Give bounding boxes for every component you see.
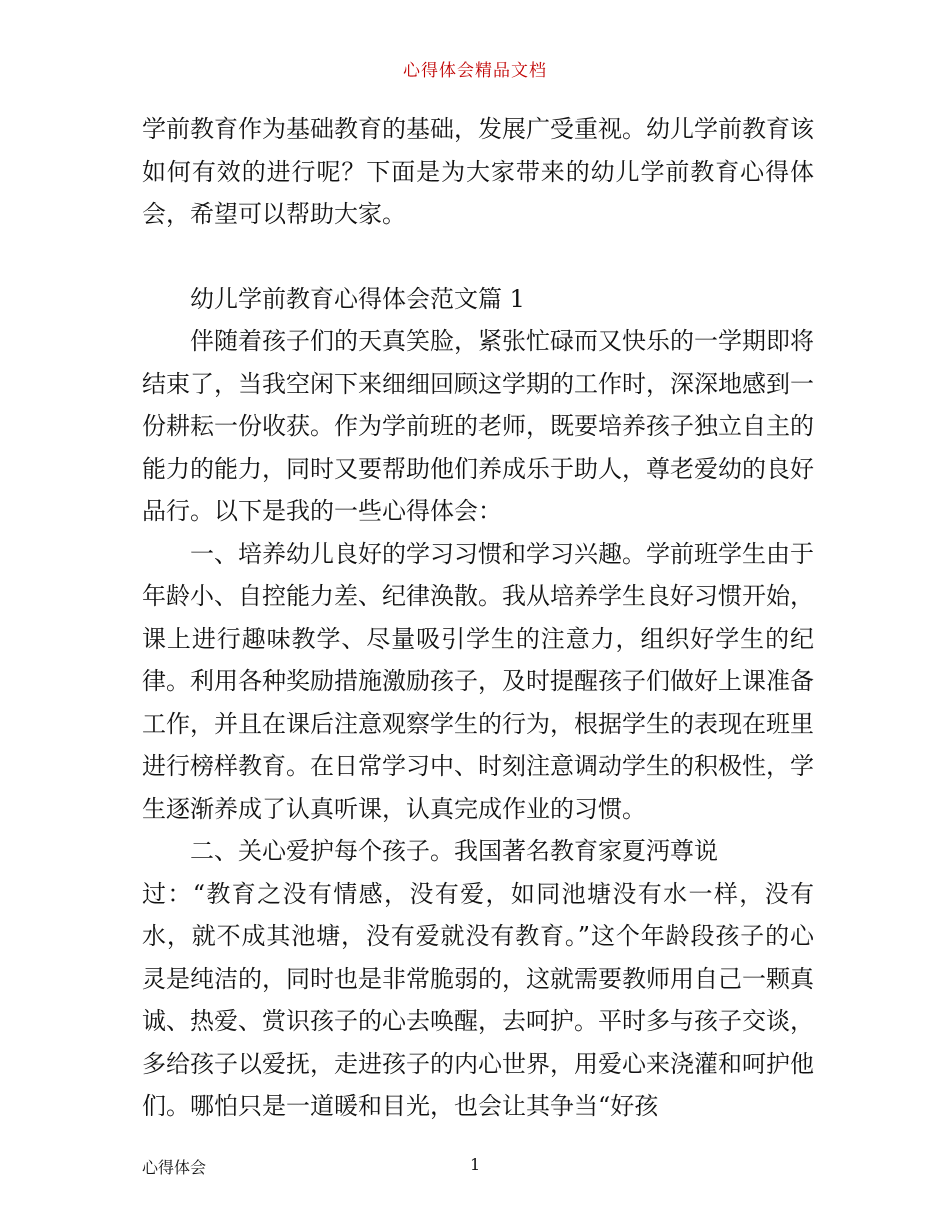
paragraph-gap <box>142 236 814 278</box>
paragraph-3-first-line: 二、关心爱护每个孩子。我国著名教育家夏沔尊说 <box>190 837 718 865</box>
page-number: 1 <box>470 1155 481 1174</box>
footer-label: 心得体会 <box>142 1158 207 1177</box>
section-title: 幼儿学前教育心得体会范文篇 1 <box>190 284 525 313</box>
document-body <box>142 108 814 1128</box>
document-header: 心得体会精品文档 <box>403 61 547 81</box>
paragraph-2: 一、培养幼儿良好的学习习惯和学习兴趣。学前班学生由于年龄小、自控能力差、纪律涣散。我从培养学生良好习惯开始，课上进行趣味教学、尽量吸引学生的注意力，组织好学生的纪律。利用各种奖励措施激励孩子，及时提醒孩子们做好上课准备工作，并且在课后注意观察学生的行为，根据学生的表现在班里进行榜样教育。在日常学习中、时刻注意调动学生的积极性，学生逐渐养成了认真听课，认真完成作业的习惯。 <box>142 539 814 823</box>
intro-paragraph: 学前教育作为基础教育的基础，发展广受重视。幼儿学前教育该如何有效的进行呢？下面是为大家带来的幼儿学前教育心得体会，希望可以帮助大家。 <box>142 115 814 228</box>
paragraph-1: 伴随着孩子们的天真笑脸，紧张忙碌而又快乐的一学期即将结束了，当我空闲下来细细回顾这学期的工作时，深深地感到一份耕耘一份收获。作为学前班的老师，既要培养孩子独立自主的能力的能力，同时又要帮助他们养成乐于助人，尊老爱幼的良好品行。以下是我的一些心得体会： <box>142 327 814 525</box>
paragraph-3-continued: 过：“教育之没有情感，没有爱，如同池塘没有水一样，没有水，就不成其池塘，没有爱就没有教育。”这个年龄段孩子的心灵是纯洁的，同时也是非常脆弱的，这就需要教师用自己一颗真诚、热爱、赏识孩子的心去唤醒，去呵护。平时多与孩子交谈，多给孩子以爱抚，走进孩子的内心世界，用爱心来浇灌和呵护他们。哪怕只是一道暖和目光，也会让其争当“好孩 <box>142 879 814 1120</box>
